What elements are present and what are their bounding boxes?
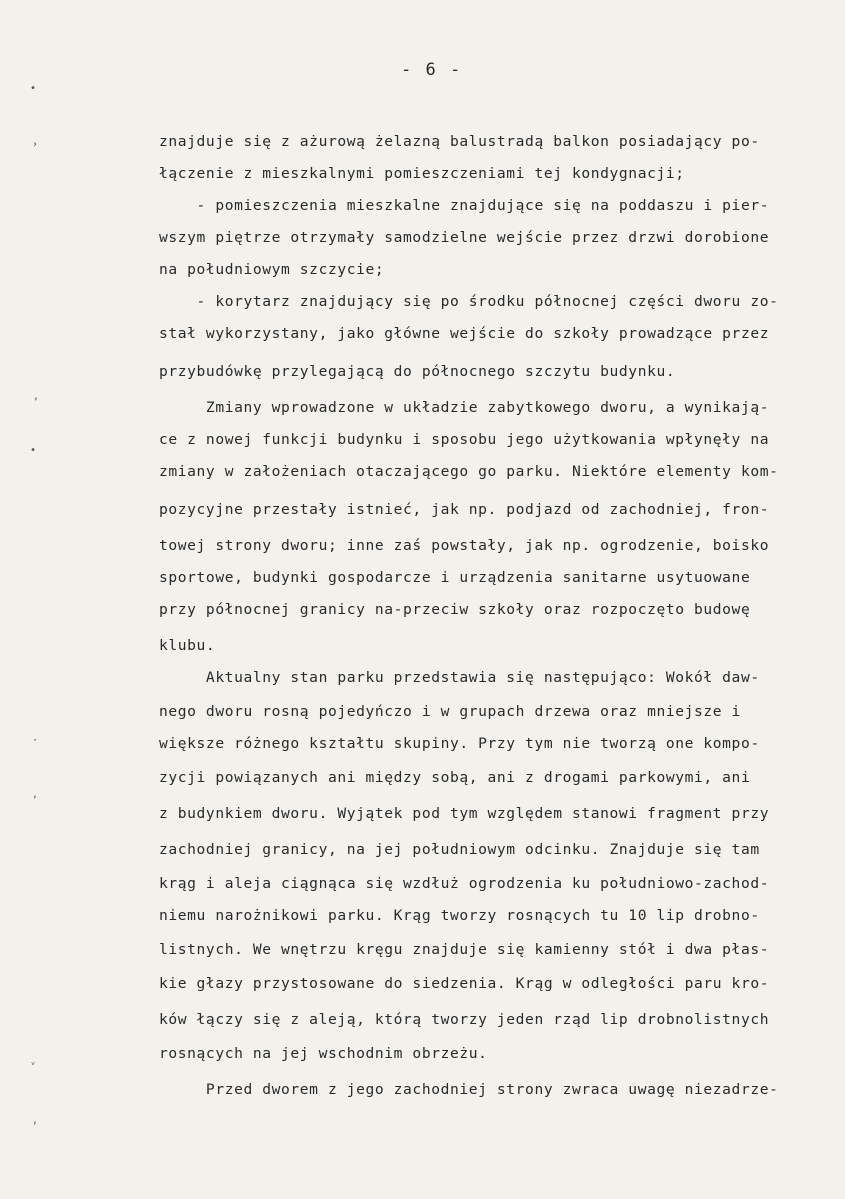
text-line: - pomieszczenia mieszkalne znajdujące się na poddaszu i pier- bbox=[159, 197, 770, 214]
text-line: - korytarz znajdujący się po środku północnej części dworu zo- bbox=[159, 293, 779, 310]
text-line: sportowe, budynki gospodarcze i urządzenia sanitarne usytuowane bbox=[159, 569, 751, 586]
scan-speck: › bbox=[32, 139, 39, 150]
scan-speck: · bbox=[32, 735, 39, 746]
text-line: przybudówkę przylegającą do północnego szczytu budynku. bbox=[159, 363, 676, 380]
text-line: Zmiany wprowadzone w układzie zabytkowego dworu, a wynikają- bbox=[159, 399, 770, 416]
scan-speck: • bbox=[30, 445, 37, 456]
text-line: z budynkiem dworu. Wyjątek pod tym względem stanowi fragment przy bbox=[159, 805, 770, 822]
scan-speck: ᵥ bbox=[30, 1057, 37, 1068]
text-line: Przed dworem z jego zachodniej strony zwraca uwagę niezadrze- bbox=[159, 1081, 779, 1098]
text-line: niemu narożnikowi parku. Krąg tworzy rosnących tu 10 lip drobno- bbox=[159, 907, 760, 924]
text-line: kie głazy przystosowane do siedzenia. Krąg w odległości paru kro- bbox=[159, 975, 770, 992]
text-line: zmiany w założeniach otaczającego go parku. Niektóre elementy kom- bbox=[159, 463, 779, 480]
text-line: nego dworu rosną pojedyńczo i w grupach drzewa oraz mniejsze i bbox=[159, 703, 741, 720]
text-line: większe różnego kształtu skupiny. Przy tym nie tworzą one kompo- bbox=[159, 735, 760, 752]
text-line: łączenie z mieszkalnymi pomieszczeniami tej kondygnacji; bbox=[159, 165, 685, 182]
text-line: rosnących na jej wschodnim obrzeżu. bbox=[159, 1045, 488, 1062]
text-line: znajduje się z ażurową żelazną balustradą balkon posiadający po- bbox=[159, 133, 760, 150]
text-line: krąg i aleja ciągnąca się wzdłuż ogrodzenia ku południowo-zachod- bbox=[159, 875, 770, 892]
scan-speck: ‚ bbox=[32, 1115, 39, 1126]
scan-speck: ‚ bbox=[33, 391, 40, 402]
text-line: listnych. We wnętrzu kręgu znajduje się kamienny stół i dwa płas- bbox=[159, 941, 770, 958]
text-line: pozycyjne przestały istnieć, jak np. podjazd od zachodniej, fron- bbox=[159, 501, 770, 518]
text-line: Aktualny stan parku przedstawia się następująco: Wokół daw- bbox=[159, 669, 760, 686]
page-number: - 6 - bbox=[401, 60, 463, 80]
text-line: klubu. bbox=[159, 637, 216, 654]
text-line: towej strony dworu; inne zaś powstały, jak np. ogrodzenie, boisko bbox=[159, 537, 770, 554]
text-line: ce z nowej funkcji budynku i sposobu jego użytkowania wpłynęły na bbox=[159, 431, 770, 448]
text-line: zachodniej granicy, na jej południowym odcinku. Znajduje się tam bbox=[159, 841, 760, 858]
text-line: zycji powiązanych ani między sobą, ani z drogami parkowymi, ani bbox=[159, 769, 751, 786]
text-line: przy północnej granicy na-przeciw szkoły oraz rozpoczęto budowę bbox=[159, 601, 751, 618]
text-line: na południowym szczycie; bbox=[159, 261, 385, 278]
scan-speck: ‚ bbox=[32, 789, 39, 800]
text-line: ków łączy się z aleją, którą tworzy jeden rząd lip drobnolistnych bbox=[159, 1011, 770, 1028]
scan-speck: • bbox=[30, 83, 37, 94]
text-line: wszym piętrze otrzymały samodzielne wejście przez drzwi dorobione bbox=[159, 229, 770, 246]
text-line: stał wykorzystany, jako główne wejście do szkoły prowadzące przez bbox=[159, 325, 770, 342]
